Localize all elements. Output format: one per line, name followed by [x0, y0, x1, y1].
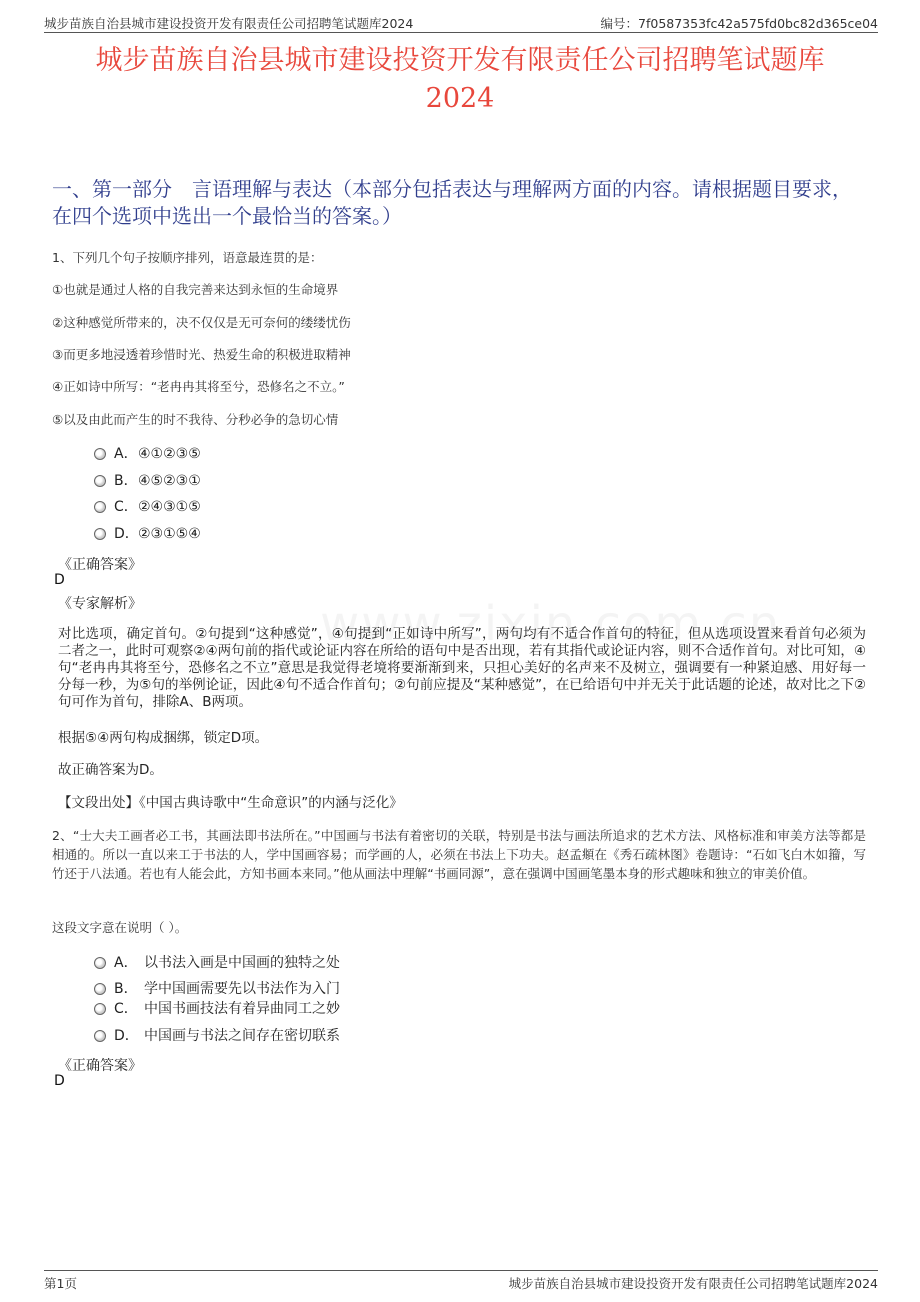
q1-analysis-label: 《专家解析》	[58, 596, 142, 612]
q2-stem: 2、“士大夫工画者必工书，其画法即书法所在。”中国画与书法有着密切的关联，特别是书法与画法所追求的艺术方法、风格标准和审美方法等都是相通的。所以一直以来工于书法的人，学中国画容易；而学画的人，必须在书法上下功夫。赵孟頫在《秀石疏林图》卷题诗：“石如飞白木如籀，写竹还于八法通。若也有人能会此，方知书画本来同。”他从画法中理解“书画同源”，意在强调中国画笔墨本身的形式趣味和独立的审美价值。	[52, 828, 866, 881]
header-doc-number: 编号：7f0587353fc42a575fd0bc82d365ce04	[600, 16, 878, 31]
footer-title: 城步苗族自治县城市建设投资开发有限责任公司招聘笔试题库2024	[508, 1276, 878, 1291]
header-title: 城步苗族自治县城市建设投资开发有限责任公司招聘笔试题库2024	[44, 16, 414, 31]
page-title	[40, 42, 880, 118]
q1-answer: D	[54, 572, 65, 588]
radio-icon[interactable]	[94, 448, 106, 460]
radio-icon[interactable]	[94, 475, 106, 487]
radio-icon[interactable]	[94, 1030, 106, 1042]
q1-analysis-lock: 根据⑤④两句构成捆绑，锁定D项。	[58, 730, 269, 746]
radio-icon[interactable]	[94, 957, 106, 969]
q1-source: 【文段出处】《中国古典诗歌中“生命意识”的内涵与泛化》	[58, 795, 403, 811]
q2-option-c[interactable]: C． 中国书画技法有着异曲同工之妙	[94, 999, 340, 1019]
q1-sentence-2: ②这种感觉所带来的，决不仅仅是无可奈何的缕缕忧伤	[52, 315, 351, 330]
page-header	[44, 10, 878, 33]
q2-option-a[interactable]: A． 以书法入画是中国画的独特之处	[94, 953, 340, 973]
q2-option-d[interactable]: D． 中国画与书法之间存在密切联系	[94, 1026, 340, 1046]
radio-icon[interactable]	[94, 528, 106, 540]
q1-option-a[interactable]: A．④①②③⑤	[94, 444, 201, 464]
q2-option-b[interactable]: B． 学中国画需要先以书法作为入门	[94, 979, 340, 999]
page-number: 第1页	[44, 1276, 77, 1291]
section-heading: 一、第一部分 言语理解与表达（本部分包括表达与理解两方面的内容。请根据题目要求，在四个选项中选出一个最恰当的答案。）	[52, 177, 852, 228]
q1-analysis-paragraph: 对比选项，确定首句。②句提到“这种感觉”，④句提到“正如诗中所写”，两句均有不适合作首句的特征，但从选项设置来看首句必须为二者之一，此时可观察②④两句前的指代或论证内容在所给的语句中是否出现，若有其指代或论证内容，则不合适作首句。对比可知，④句“老冉冉其将至兮，恐修名之不立”意思是我觉得老境将要渐渐到来，只担心美好的名声来不及树立，强调要有一种紧迫感、用好每一分每一秒，为⑤句的举例论证，因此④句不适合作首句；②句前应提及“某种感觉”，在已给语句中并无关于此话题的论述，故对比之下②句可作为首句，排除A、B两项。	[58, 626, 866, 710]
radio-icon[interactable]	[94, 501, 106, 513]
q1-stem: 1、下列几个句子按顺序排列，语意最连贯的是：	[52, 250, 323, 265]
q2-answer-label: 《正确答案》	[58, 1058, 142, 1074]
radio-icon[interactable]	[94, 1003, 106, 1015]
radio-icon[interactable]	[94, 983, 106, 995]
q1-analysis-conclusion: 故正确答案为D。	[58, 762, 163, 778]
q1-sentence-5: ⑤以及由此而产生的时不我待、分秒必争的急切心情	[52, 412, 339, 427]
q1-sentence-4: ④正如诗中所写：“老冉冉其将至兮，恐修名之不立。”	[52, 379, 345, 394]
q1-option-b[interactable]: B．④⑤②③①	[94, 471, 201, 491]
q1-sentence-1: ①也就是通过人格的自我完善来达到永恒的生命境界	[52, 282, 339, 297]
title-line-2: 2024	[425, 83, 495, 114]
page-footer	[44, 1270, 878, 1293]
q1-option-c[interactable]: C．②④③①⑤	[94, 497, 201, 517]
q2-answer: D	[54, 1073, 65, 1089]
title-line-1: 城步苗族自治县城市建设投资开发有限责任公司招聘笔试题库	[95, 45, 825, 76]
q1-sentence-3: ③而更多地浸透着珍惜时光、热爱生命的积极进取精神	[52, 347, 351, 362]
q1-answer-label: 《正确答案》	[58, 557, 142, 573]
q2-question: 这段文字意在说明（ ）。	[52, 920, 188, 935]
q1-option-d[interactable]: D．②③①⑤④	[94, 524, 201, 544]
